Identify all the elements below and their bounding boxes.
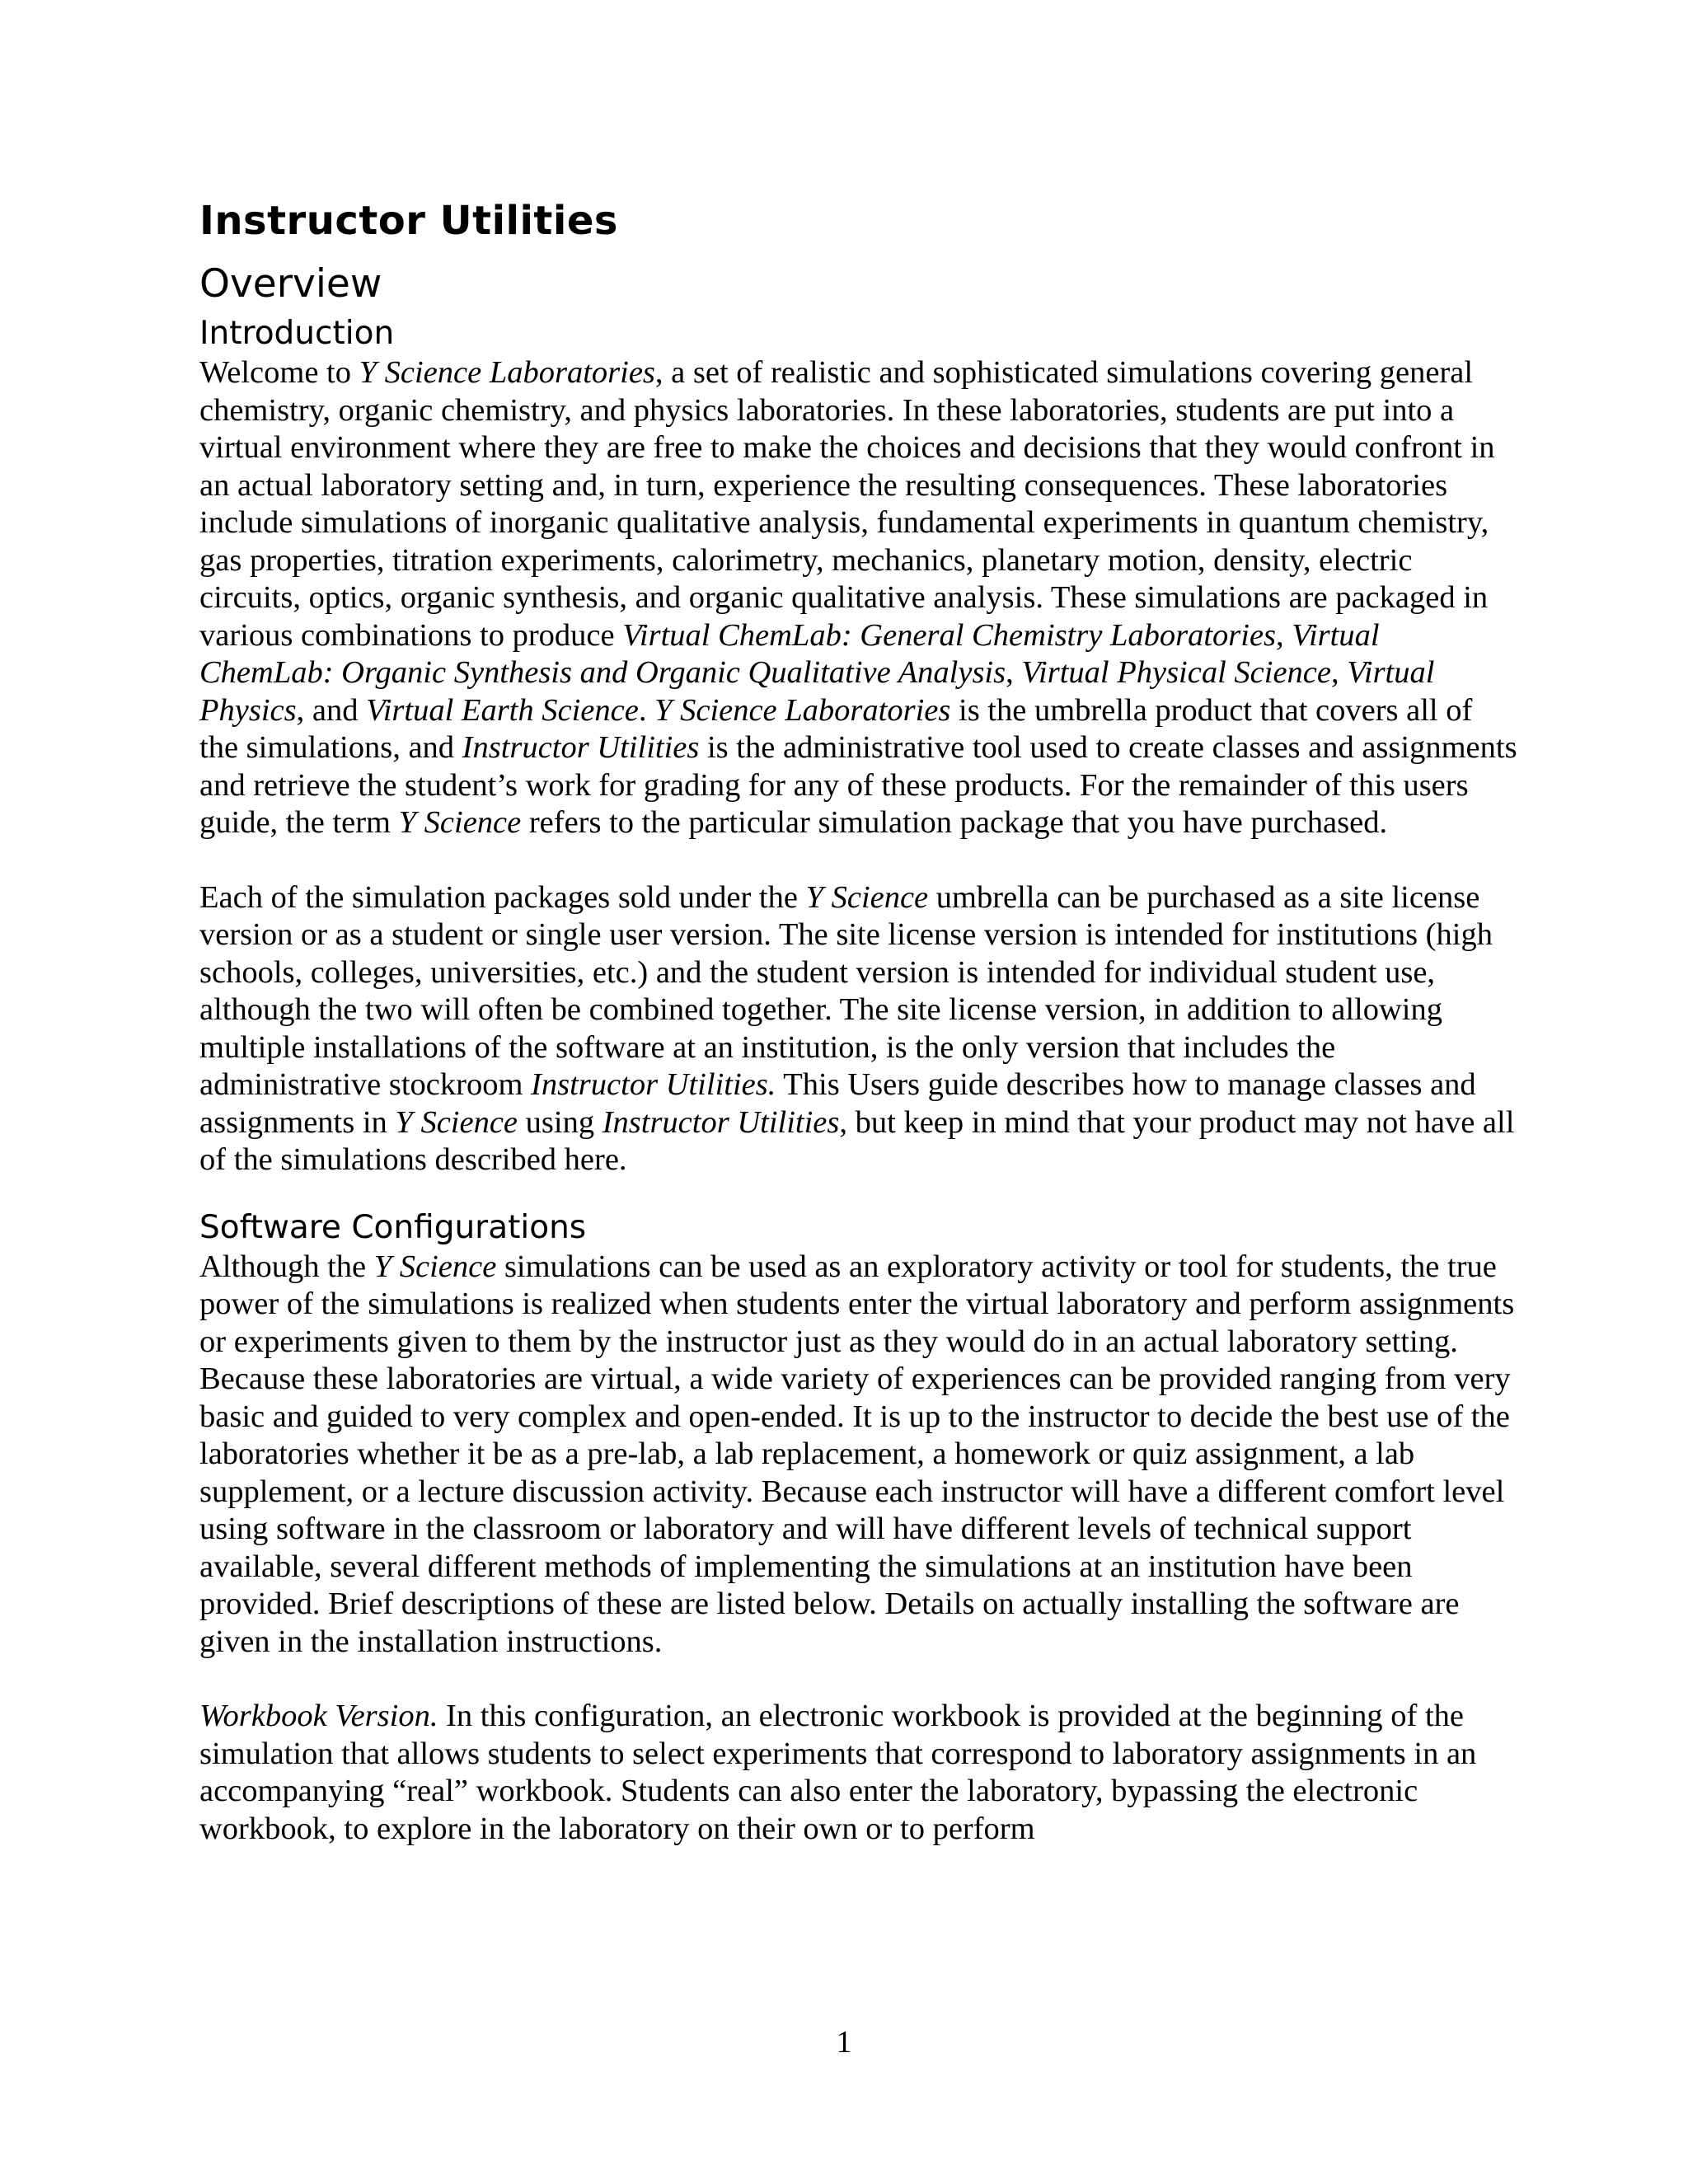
page-number: 1	[836, 2025, 852, 2060]
italic-text-run: Virtual ChemLab: Organic Synthesis and Organic Qualitative Analysis	[199, 617, 1380, 690]
text-run: .	[638, 692, 655, 728]
text-run: Welcome to	[199, 355, 359, 390]
text-run: ,	[1276, 617, 1292, 653]
text-run: simulations can be used as an exploratory activity or tool for students, the true power of the simulations is realized when students enter the virtual laboratory and perform assignments or experiments given to them by the instructor just as they would do in an actual laboratory setting. Because these laboratories are virtual, a wide variety of experiences can be provided ranging from very basic and guided to very complex and open-ended. It is up to the instructor to decide the best use of the laboratories whether it be as a pre-lab, a lab replacement, a homework or quiz assignment, a lab supplement, or a lecture discussion activity. Because each instructor will have a different comfort level using software in the classroom or laboratory and will have different levels of technical support available, several different methods of implementing the simulations at an institution have been provided. Brief descriptions of these are listed below. Details on actually installing the software are given in the installation instructions.	[199, 1249, 1515, 1659]
paragraph-spacer	[199, 842, 1518, 879]
text-run: Although the	[199, 1249, 374, 1284]
italic-text-run: Instructor Utilities	[602, 1104, 840, 1140]
italic-text-run: Instructor Utilities	[462, 730, 700, 765]
text-run: In this configuration, an electronic workbook is provided at the beginning of the simulation that allows students to select experiments that correspond to laboratory assignments in an accompanying “real” workbook. Students can also enter the laboratory, bypassing the electronic workbook, to explore in the laboratory on their own or to perform	[199, 1699, 1477, 1846]
italic-text-run: Virtual Physics	[199, 655, 1435, 728]
text-run: , a set of realistic and sophisticated simulations covering general chemistry, organic chemistry, and physics laboratories. In these laboratories, students are put into a virtual environment where they are free to make the choices and decisions that they would confront in an actual laboratory setting and, in turn, experience the resulting consequences. These laboratories include simulations of inorganic qualitative analysis, fundamental experiments in quantum chemistry, gas properties, titration experiments, calorimetry, mechanics, planetary motion, density, electric circuits, optics, organic synthesis, and organic qualitative analysis. These simulations are packaged in various combinations to produce	[199, 355, 1495, 653]
config-paragraph-1	[199, 1249, 1518, 1661]
italic-text-run: Y Science Laboratories	[359, 355, 655, 390]
italic-text-run: Y Science	[398, 805, 522, 840]
section-heading-overview: Overview	[199, 261, 382, 307]
text-run: ,	[1330, 655, 1348, 690]
section-spacer	[199, 1179, 1518, 1207]
text-run: This Users guide describes how to manage classes and assignments in	[199, 1067, 1476, 1140]
text-run: is the administrative tool used to create classes and assignments and retrieve the student’s work for grading for any of these products. For the remainder of this users guide, the term	[199, 730, 1517, 840]
italic-text-run: Virtual Earth Science	[366, 692, 639, 728]
italic-text-run: Virtual ChemLab: General Chemistry Laboratories	[622, 617, 1277, 653]
italic-text-run: Y Science	[395, 1104, 518, 1140]
subsection-heading-software-configurations: Software Configurations	[199, 1208, 587, 1246]
text-run: refers to the particular simulation package that you have purchased.	[521, 805, 1388, 840]
intro-paragraph-2	[199, 879, 1518, 1179]
italic-text-run: Virtual Physical Science	[1021, 655, 1331, 690]
italic-text-run: Instructor Utilities.	[531, 1067, 776, 1102]
config-paragraph-2	[199, 1698, 1518, 1848]
subsection-heading-introduction: Introduction	[199, 315, 395, 352]
page-content	[199, 196, 1518, 1848]
text-run: , but keep in mind that your product may not have all of the simulations described here.	[199, 1104, 1515, 1177]
italic-text-run: Y Science	[373, 1249, 497, 1284]
text-run: umbrella can be purchased as a site license version or as a student or single user version. The site license version is intended for institutions (high schools, colleges, universities, etc.) and the student version is intended for individual student use, although the two will often be combined together. The site license version, in addition to allowing multiple installations of the software at an institution, is the only version that includes the administrative stockroom	[199, 879, 1493, 1102]
italic-text-run: Workbook Version.	[199, 1699, 438, 1733]
text-run: Each of the simulation packages sold under the	[199, 879, 806, 915]
paragraph-spacer	[199, 1661, 1518, 1698]
text-run: ,	[1006, 655, 1022, 690]
italic-text-run: Y Science	[805, 879, 929, 915]
text-run: using	[518, 1104, 603, 1140]
document-title: Instructor Utilities	[199, 198, 618, 244]
text-run: is the umbrella product that covers all of the simulations, and	[199, 692, 1473, 765]
text-run: , and	[296, 692, 367, 728]
italic-text-run: Y Science Laboratories	[654, 692, 951, 728]
intro-paragraph-1	[199, 354, 1518, 842]
